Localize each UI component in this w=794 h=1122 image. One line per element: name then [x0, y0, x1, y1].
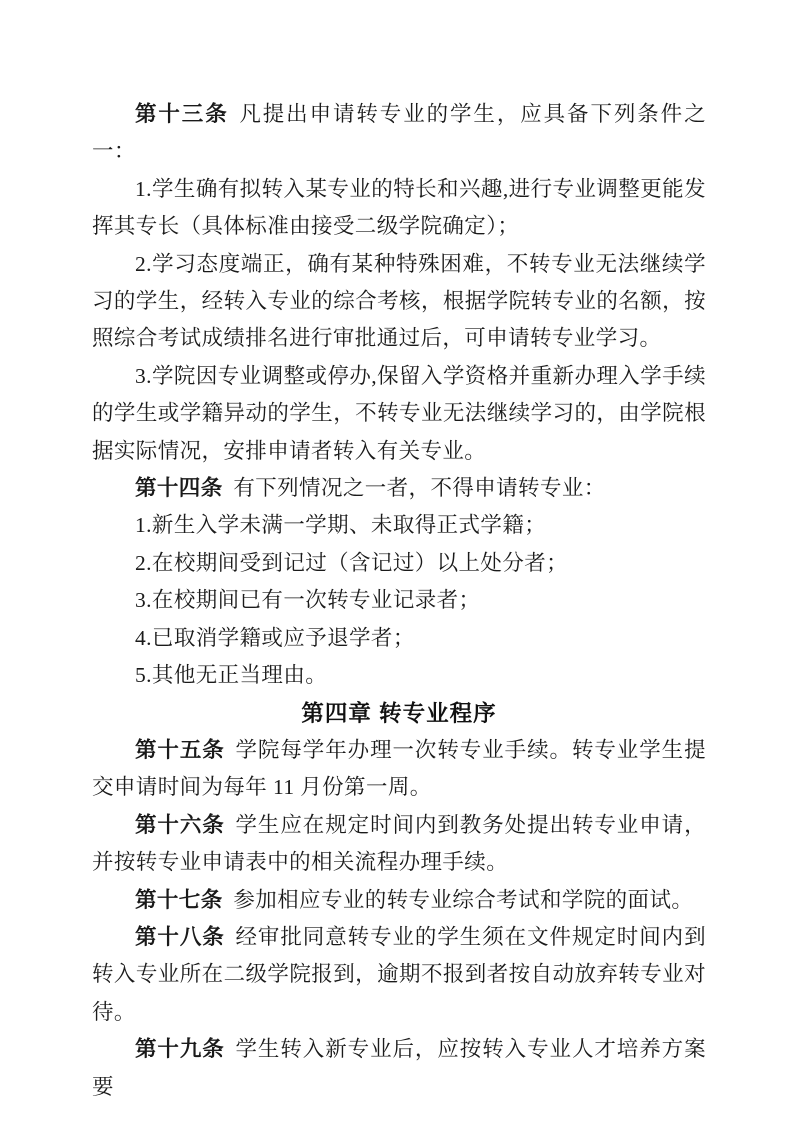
- paragraph-text: 经审批同意转专业的学生须在文件规定时间内到转入专业所在二级学院报到，逾期不报到者按自动放弃转专业对待。: [92, 924, 706, 1024]
- article-number: 第十六条: [135, 812, 225, 837]
- article-paragraph: [92, 732, 706, 807]
- article-paragraph: [92, 96, 706, 171]
- paragraph-text: 3.学院因专业调整或停办,保留入学资格并重新办理入学手续的学生或学籍异动的学生，不转专业无法继续学习的，由学院根据实际情况，安排申请者转入有关专业。: [92, 363, 706, 463]
- paragraph-text: 4.已取消学籍或应予退学者；: [135, 625, 415, 650]
- paragraph-text: 学生转入新专业后，应按转入专业人才培养方案要: [92, 1037, 706, 1099]
- article-paragraph: [92, 807, 706, 882]
- article-paragraph: [92, 470, 706, 507]
- item-paragraph: [92, 620, 706, 657]
- article-number: 第十九条: [135, 1037, 225, 1062]
- paragraph-text: 1.新生入学未满一学期、未取得正式学籍；: [135, 513, 547, 538]
- item-paragraph: [92, 358, 706, 470]
- item-paragraph: [92, 657, 706, 694]
- article-paragraph: [92, 919, 706, 1031]
- item-paragraph: [92, 582, 706, 619]
- item-paragraph: [92, 545, 706, 582]
- paragraph-text: 凡提出申请转专业的学生，应具备下列条件之一：: [92, 102, 706, 164]
- paragraph-text: 学院每学年办理一次转专业手续。转专业学生提交申请时间为每年 11 月份第一周。: [92, 737, 706, 800]
- paragraph-text: 参加相应专业的转专业综合考试和学院的面试。: [233, 887, 694, 912]
- article-number: 第十八条: [135, 924, 225, 949]
- article-number: 第十五条: [135, 737, 225, 762]
- chapter-heading-text: 第四章 转专业程序: [301, 700, 497, 726]
- article-paragraph: [92, 882, 706, 919]
- document-body: [92, 96, 706, 1106]
- item-paragraph: [92, 246, 706, 358]
- item-paragraph: [92, 507, 706, 544]
- article-number: 第十七条: [135, 887, 223, 912]
- article-number: 第十四条: [135, 476, 223, 501]
- article-number: 第十三条: [135, 102, 229, 126]
- item-paragraph: [92, 171, 706, 246]
- paragraph-text: 学生应在规定时间内到教务处提出转专业申请，并按转专业申请表中的相关流程办理手续。: [92, 812, 706, 875]
- paragraph-text: 3.在校期间已有一次转专业记录者；: [135, 588, 481, 613]
- paragraph-text: 2.在校期间受到记过（含记过）以上处分者；: [135, 550, 569, 575]
- paragraph-text: 1.学生确有拟转入某专业的特长和兴趣,进行专业调整更能发挥其专长（具体标准由接受二级学院确定）；: [92, 176, 706, 239]
- article-paragraph: [92, 1031, 706, 1106]
- paragraph-text: 有下列情况之一者，不得申请转专业：: [233, 476, 606, 501]
- paragraph-text: 2.学习态度端正，确有某种特殊困难，不转专业无法继续学习的学生，经转入专业的综合考核，根据学院转专业的名额，按照综合考试成绩排名进行审批通过后，可申请转专业学习。: [92, 251, 706, 351]
- chapter-heading: [92, 695, 706, 732]
- paragraph-text: 5.其他无正当理由。: [135, 663, 328, 688]
